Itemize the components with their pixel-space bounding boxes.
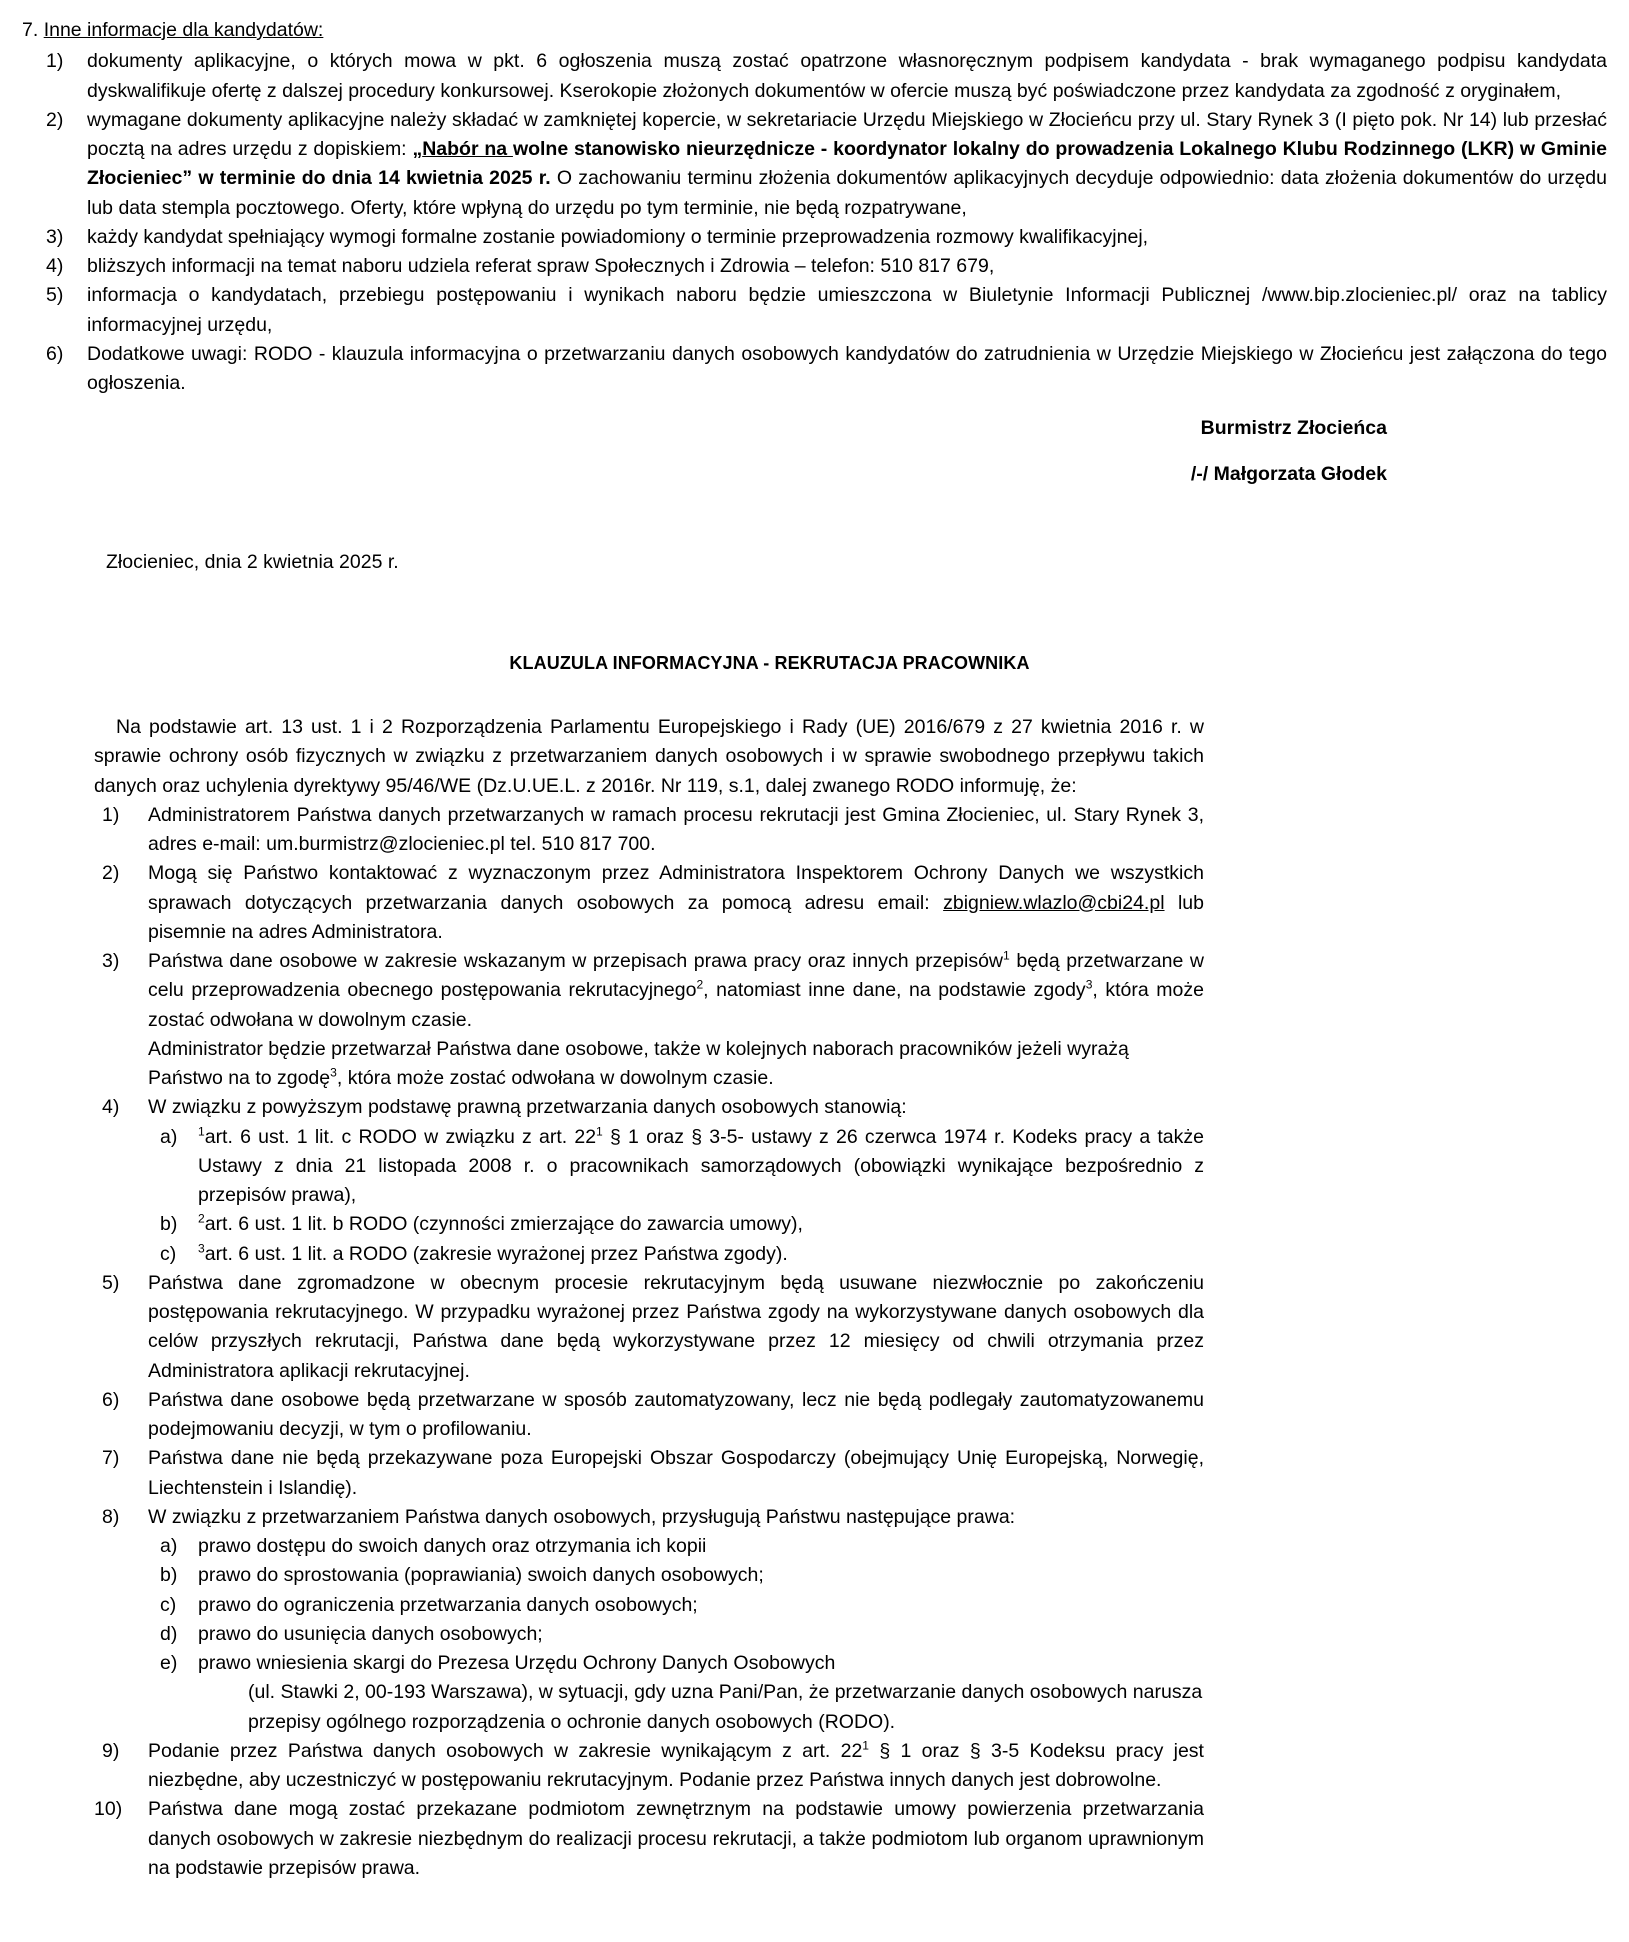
- list-marker: c): [160, 1593, 177, 1616]
- signature-title: Burmistrz Złocieńca: [1200, 417, 1387, 439]
- list-item: [94, 1503, 1204, 1737]
- list-marker: 6): [102, 1388, 120, 1411]
- list-item-text: Państwa dane zgromadzone w obecnym procesie rekrutacyjnym będą usuwane niezwłocznie po zakończeniu postępowania rekrutacyjnego. W przypadku wyrażonej przez Państwa zgody na wykorzystywane danych osobowych dla celów przyszłych rekrutacji, Państwa dane będą wykorzystywane przez 12 miesięcy od chwili otrzymania przez Administratora aplikacji rekrutacyjnej.: [148, 1271, 1204, 1382]
- list-item-text: dokumenty aplikacyjne, o których mowa w pkt. 6 ogłoszenia muszą zostać opatrzone własnoręcznym podpisem kandydata - brak wymaganego podpisu kandydata dyskwalifikuje ofertę z dalszej procedury konkursowej. Kserokopie złożonych dokumentów w ofercie muszą być poświadczone przez kandydata za zgodność z oryginałem,: [87, 50, 1607, 102]
- footnote-ref-2: 2: [696, 977, 704, 992]
- list-marker: 5): [46, 284, 64, 307]
- signature-name: /-/ Małgorzata Głodek: [1190, 463, 1387, 485]
- list-item-text: prawo do usunięcia danych osobowych;: [198, 1622, 543, 1645]
- list-item-text-tail: § 1 oraz § 3-5- ustawy z 26 czerwca 1974 r. Kodeks pracy a także Ustawy z dnia 21 listopada 2008 r. o pracownikach samorządowych (obowiązki wynikające bezpośrednio z przepisów prawa),: [198, 1125, 1204, 1206]
- list-item-text: będą przetwarzane w celu przeprowadzenia obecnego postępowania rekrutacyjnego: [148, 950, 1204, 1002]
- list-item: [22, 281, 1607, 340]
- list-item-text: W związku z powyższym podstawę prawną przetwarzania danych osobowych stanowią:: [148, 1096, 907, 1119]
- section-7-other-information: [22, 16, 1608, 573]
- list-marker: d): [160, 1622, 178, 1645]
- list-item-text: prawo do ograniczenia przetwarzania danych osobowych;: [198, 1593, 698, 1616]
- list-item-continuation: (ul. Stawki 2, 00-193 Warszawa), w sytuacji, gdy uzna Pani/Pan, że przetwarzanie danych osobowych narusza przepisy ogólnego rozporządzenia o ochronie danych osobowych (RODO).: [248, 1681, 1203, 1733]
- list-item: [148, 1210, 1204, 1239]
- list-marker: 4): [102, 1096, 120, 1119]
- list-item-text: Dodatkowe uwagi: RODO - klauzula informacyjna o przetwarzaniu danych osobowych kandydatów do zatrudnienia w Urzędzie Miejskiego w Złocieńcu jest załączona do tego ogłoszenia.: [87, 342, 1607, 394]
- rodo-clause-section: [22, 650, 1607, 1883]
- list-item: [94, 947, 1204, 1093]
- list-item: [148, 1591, 1204, 1620]
- paragraph-text: Administrator będzie przetwarzał Państwa dane osobowe, także w kolejnych naborach pracowników jeżeli wyrażą Państwo na to zgodę: [148, 1037, 1129, 1089]
- list-item-text: prawo dostępu do swoich danych oraz otrzymania ich kopii: [198, 1535, 707, 1557]
- list-item: [22, 340, 1607, 399]
- list-marker: b): [160, 1564, 178, 1587]
- list-marker: 3): [46, 225, 64, 248]
- section-7-heading: [22, 16, 1607, 45]
- article-superscript: 1: [596, 1124, 603, 1138]
- list-item: [22, 252, 1607, 281]
- list-item-text: każdy kandydat spełniający wymogi formalne zostanie powiadomiony o terminie przeprowadzenia rozmowy kwalifikacyjnej,: [87, 225, 1149, 248]
- rodo-intro-paragraph: Na podstawie art. 13 ust. 1 i 2 Rozporządzenia Parlamentu Europejskiego i Rady (UE) 2016/679 z 27 kwietnia 2016 r. w sprawie ochrony osób fizycznych w związku z przetwarzaniem danych osobowych i w sprawie swobodnego przepływu takich danych oraz uchylenia dyrektywy 95/46/WE (Dz.U.UE.L. z 2016r. Nr 119, s.1, dalej zwanego RODO informuję, że:: [94, 716, 1204, 797]
- dpo-email-link[interactable]: zbigniew.wlazlo@cbi24.pl: [943, 891, 1165, 914]
- list-marker: 1): [46, 50, 64, 73]
- list-item-text: Państwa dane nie będą przekazywane poza Europejski Obszar Gospodarczy (obejmujący Unię Europejską, Norwegię, Liechtenstein i Islandię).: [148, 1447, 1204, 1499]
- footnote-ref-2: 2: [198, 1211, 205, 1226]
- list-item-text: Mogą się Państwo kontaktować z wyznaczonym przez Administratora Inspektorem Ochrony Danych we wszystkich sprawach dotyczących przetwarzania danych osobowych za pomocą adresu email:: [148, 862, 1204, 914]
- list-item: [148, 1532, 1204, 1561]
- list-item-text-part-a: wymagane dokumenty aplikacyjne należy składać w zamkniętej kopercie, w sekretariacie Urzędu Miejskiego w Złocieńcu przy ul. Stary Rynek 3 (I pięto pok. Nr 14) lub przesłać pocztą na adres urzędu z dopiskiem:: [87, 108, 1607, 160]
- list-item-text-tail: § 1 oraz § 3-5 Kodeksu pracy jest niezbędne, aby uczestniczyć w postępowaniu rekrutacyjnym. Podanie przez Państwa innych danych jest dobrowolne.: [148, 1739, 1204, 1791]
- list-item: [94, 1386, 1204, 1445]
- list-marker: e): [160, 1652, 178, 1674]
- list-item-text: , natomiast inne dane, na podstawie zgody: [703, 979, 1086, 1002]
- list-marker: 3): [102, 950, 120, 972]
- list-item-text: Administratorem Państwa danych przetwarzanych w ramach procesu rekrutacji jest Gmina Złocieniec, ul. Stary Rynek 3, adres e-mail: um.burmistrz@zlocieniec.pl tel. 510 817 700.: [148, 803, 1204, 855]
- footnote-ref-1: 1: [198, 1124, 205, 1138]
- rodo-list: [94, 801, 1204, 1883]
- list-item: [94, 1269, 1204, 1386]
- list-marker: 9): [102, 1739, 120, 1762]
- list-marker: a): [160, 1125, 178, 1148]
- list-marker: a): [160, 1535, 178, 1557]
- list-item: [148, 1123, 1204, 1211]
- quote-open: „: [412, 138, 423, 160]
- list-item: [94, 1795, 1204, 1883]
- list-item: [94, 1737, 1204, 1796]
- list-item: [148, 1649, 1204, 1737]
- list-marker: 4): [46, 255, 64, 277]
- rodo-sublist-legal-basis: [148, 1123, 1204, 1269]
- list-marker: 8): [102, 1505, 120, 1528]
- list-marker: 7): [102, 1447, 120, 1470]
- job-title-bold: wolne stanowisko nieurzędnicze - koordynator lokalny do prowadzenia Lokalnego Klubu Rodzinnego (LKR) w Gminie Złocieniec” w terminie do dnia 14 kwietnia 2025 r.: [87, 138, 1608, 190]
- list-marker: b): [160, 1213, 178, 1236]
- list-item-text: bliższych informacji na temat naboru udziela referat spraw Społecznych i Zdrowia – telefon: 510 817 679,: [87, 255, 995, 277]
- rodo-title: KLAUZULA INFORMACYJNA - REKRUTACJA PRACOWNIKA: [509, 653, 1030, 673]
- list-marker: 2): [46, 108, 64, 131]
- list-item-text: prawo wniesienia skargi do Prezesa Urzędu Ochrony Danych Osobowych: [198, 1652, 836, 1674]
- list-item: [148, 1561, 1204, 1590]
- list-item: [148, 1240, 1204, 1269]
- list-item-text: Państwa dane osobowe będą przetwarzane w sposób zautomatyzowany, lecz nie będą podlegały zautomatyzowanemu podejmowaniu decyzji, w tym o profilowaniu.: [148, 1388, 1204, 1440]
- list-item: [22, 223, 1607, 252]
- section-7-number: 7.: [22, 19, 39, 41]
- list-item-text: W związku z przetwarzaniem Państwa danych osobowych, przysługują Państwu następujące prawa:: [148, 1505, 1016, 1528]
- list-item: [94, 1444, 1204, 1503]
- list-marker: 6): [46, 342, 64, 365]
- section-7-title: Inne informacje dla kandydatów:: [43, 19, 324, 41]
- list-marker: 2): [102, 862, 120, 885]
- list-item: [94, 1093, 1204, 1269]
- rodo-item-3-paragraph-2: [148, 1035, 1204, 1094]
- paragraph-text-tail: , która może zostać odwołana w dowolnym czasie.: [336, 1067, 774, 1089]
- list-marker: 10): [94, 1798, 123, 1821]
- list-item: [94, 859, 1204, 947]
- date-line: Złocieniec, dnia 2 kwietnia 2025 r.: [106, 551, 399, 573]
- list-marker: 5): [102, 1271, 120, 1294]
- footnote-ref-3b: 3: [330, 1065, 337, 1080]
- rodo-sublist-rights: [148, 1532, 1204, 1737]
- list-item-text-tail: lub pisemnie na adres Administratora.: [148, 891, 1204, 943]
- list-item: [94, 801, 1204, 860]
- footnote-ref-3: 3: [198, 1241, 205, 1255]
- list-marker: c): [160, 1242, 177, 1265]
- footnote-ref-3: 3: [1085, 977, 1093, 992]
- list-item-text: , która może zostać odwołana w dowolnym czasie.: [148, 979, 1204, 1031]
- list-item-text: art. 6 ust. 1 lit. c RODO w związku z art. 22: [204, 1125, 597, 1148]
- list-item-text-part-b: O zachowaniu terminu złożenia dokumentów aplikacyjnych decyduje odpowiednio: data złożenia dokumentów do urzędu lub data stempla pocztowego. Oferty, które wpłyną do urzędu po tym terminie, nie będą rozpatrywane,: [87, 167, 1607, 219]
- list-item: [22, 106, 1607, 223]
- list-item-text: art. 6 ust. 1 lit. b RODO (czynności zmierzające do zawarcia umowy),: [204, 1213, 803, 1236]
- list-item-text: informacja o kandydatach, przebiegu postępowaniu i wynikach naboru będzie umieszczona w Biuletynie Informacji Publicznej /www.bip.zlocieniec.pl/ oraz na tablicy informacyjnej urzędu,: [87, 284, 1607, 336]
- article-superscript: 1: [862, 1738, 870, 1753]
- footnote-ref-1: 1: [1003, 948, 1010, 963]
- list-item-text: Podanie przez Państwa danych osobowych w zakresie wynikającym z art. 22: [148, 1739, 863, 1762]
- section-7-list: [22, 47, 1607, 398]
- list-item-text: art. 6 ust. 1 lit. a RODO (zakresie wyrażonej przez Państwa zgody).: [204, 1242, 788, 1265]
- list-item: [148, 1620, 1204, 1649]
- list-item: [22, 47, 1607, 106]
- list-marker: 1): [102, 803, 120, 826]
- list-item-text: Państwa dane osobowe w zakresie wskazanym w przepisach prawa pracy oraz innych przepisów: [148, 950, 1004, 972]
- list-item-text: Państwa dane mogą zostać przekazane podmiotom zewnętrznym na podstawie umowy powierzenia przetwarzania danych osobowych w zakresie niezbędnym do realizacji procesu rekrutacji, a także podmiotom lub organom uprawnionym na podstawie przepisów prawa.: [148, 1798, 1204, 1879]
- list-item-text: prawo do sprostowania (poprawiania) swoich danych osobowych;: [198, 1564, 764, 1587]
- job-title-underlined: Nabór na: [422, 138, 513, 160]
